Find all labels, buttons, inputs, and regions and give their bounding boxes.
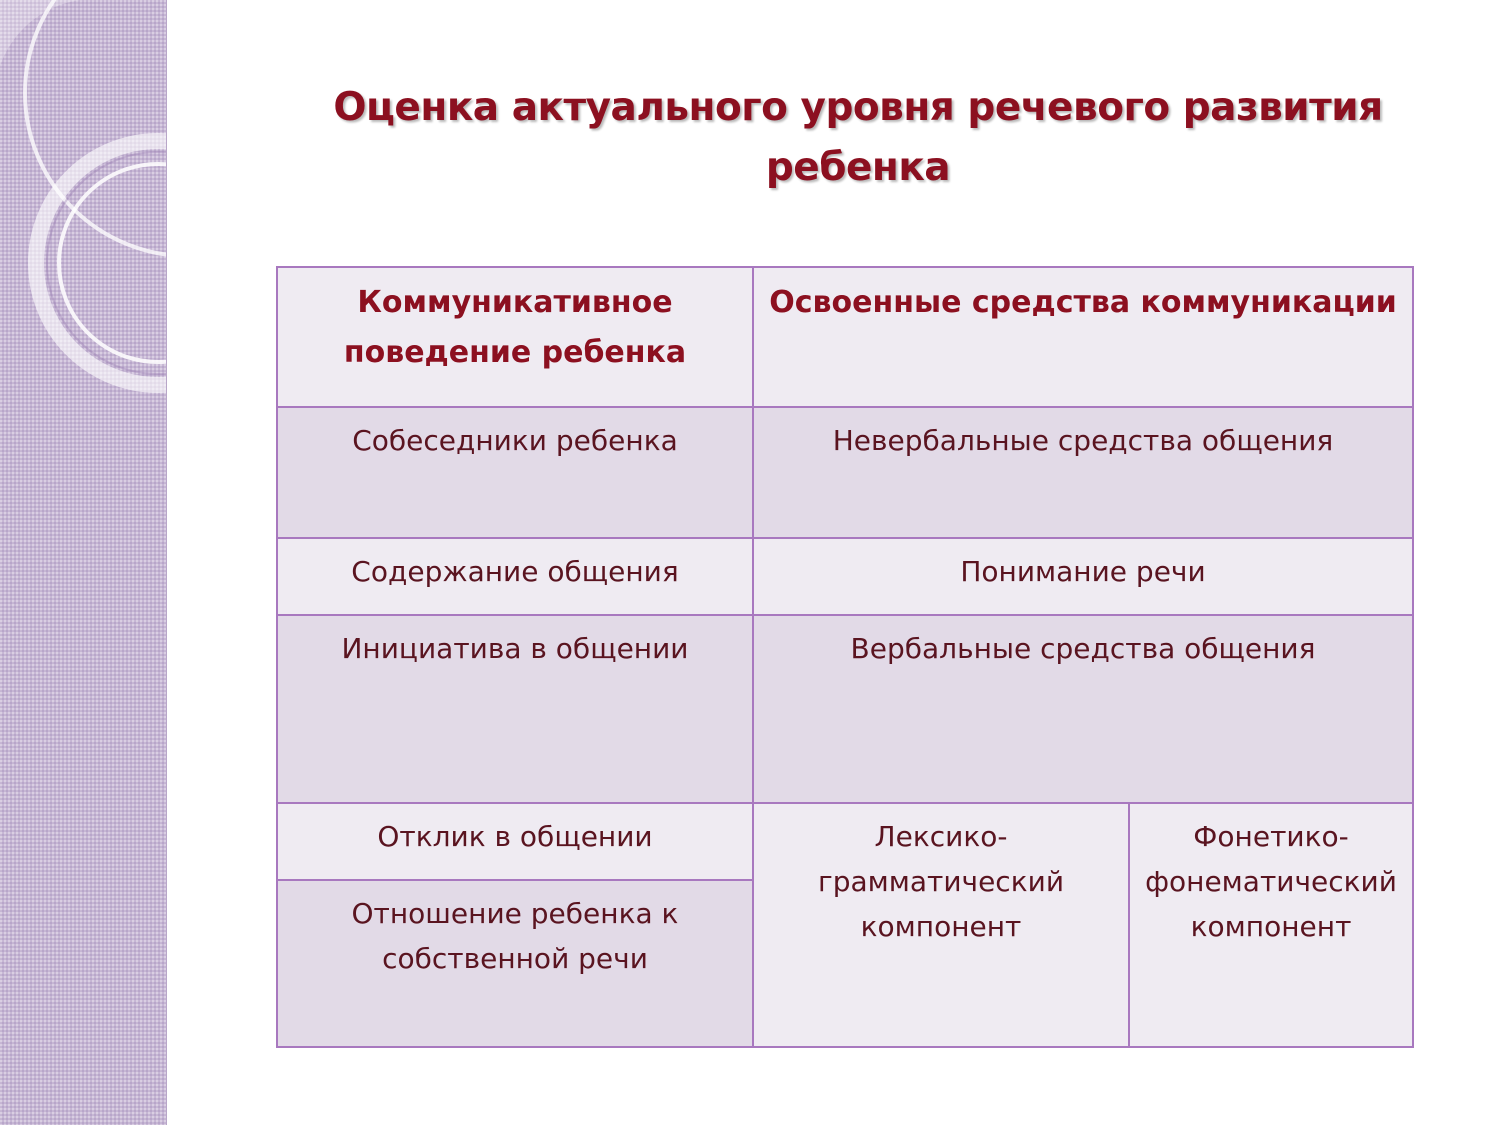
cell-speech-understanding: Понимание речи	[753, 538, 1413, 615]
assessment-table	[276, 266, 1414, 1048]
decorative-rings	[0, 0, 166, 400]
slide-title: Оценка актуального уровня речевого развития ребенка	[333, 85, 1383, 190]
cell-interlocutors: Собеседники ребенка	[277, 407, 753, 538]
header-communicative-behavior: Коммуникативное поведение ребенка	[277, 267, 753, 407]
cell-lexical-grammatical: Лексико-грамматический компонент	[753, 803, 1129, 1047]
cell-initiative: Инициатива в общении	[277, 615, 753, 803]
table-row	[277, 538, 1413, 615]
header-communication-means: Освоенные средства коммуникации	[753, 267, 1413, 407]
cell-attitude-to-speech: Отношение ребенка к собственной речи	[277, 880, 753, 1047]
cell-nonverbal-means: Невербальные средства общения	[753, 407, 1413, 538]
table-header-row	[277, 267, 1413, 407]
cell-verbal-means: Вербальные средства общения	[753, 615, 1413, 803]
cell-response: Отклик в общении	[277, 803, 753, 880]
cell-phonetic-phonemic: Фонетико-фонематический компонент	[1129, 803, 1413, 1047]
table-row	[277, 803, 1413, 880]
side-decoration-panel	[0, 0, 167, 1125]
table-row	[277, 407, 1413, 538]
table-row	[277, 615, 1413, 803]
cell-communication-content: Содержание общения	[277, 538, 753, 615]
